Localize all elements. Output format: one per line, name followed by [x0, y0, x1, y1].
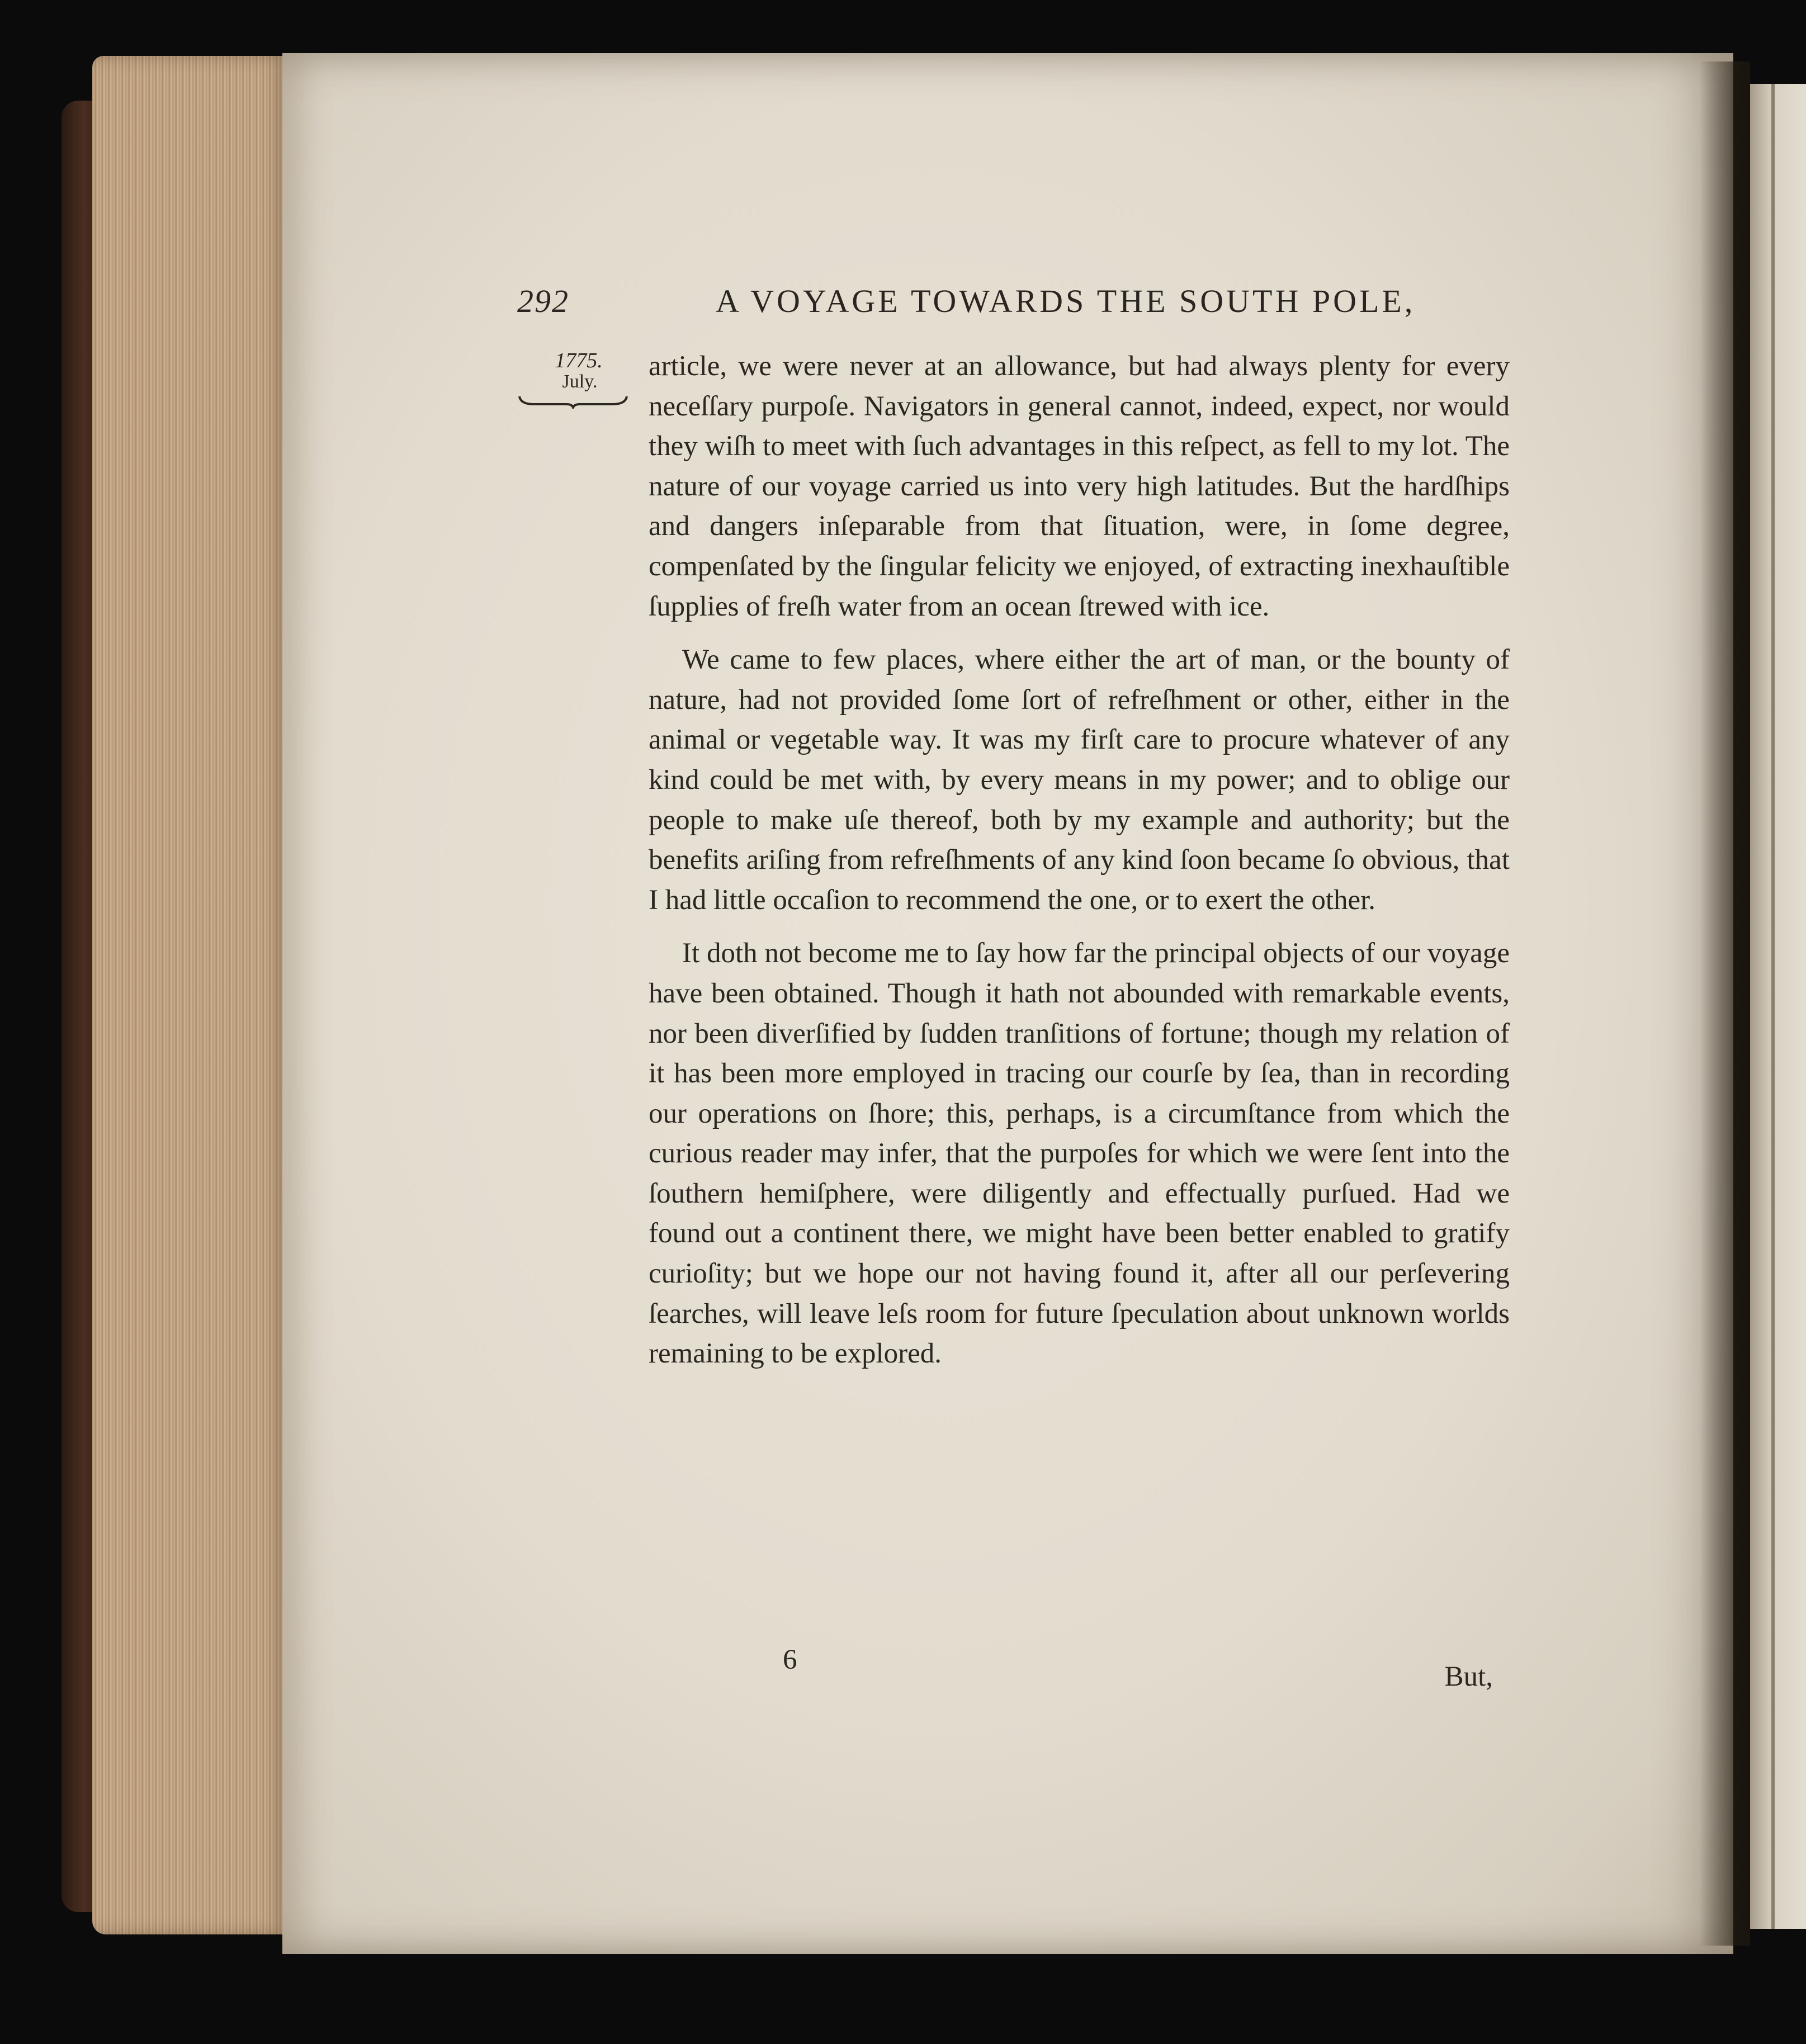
facing-page: [1750, 84, 1806, 1929]
page-footer: [649, 1644, 1493, 1692]
margin-note: [517, 349, 640, 409]
margin-year: 1775.: [555, 349, 603, 372]
facing-page-edge: [1771, 84, 1775, 1929]
running-title: A VOYAGE TOWARDS THE SOUTH POLE,: [716, 283, 1416, 319]
margin-brace-icon: [517, 394, 629, 409]
page-block-edges: [92, 56, 291, 1934]
catchword: But,: [1444, 1661, 1493, 1692]
body-text: [649, 347, 1510, 1374]
paragraph-3: It doth not become me to ſay how far the principal objects of our voyage have been obtained. Though it hath not abounded with remarkable events, nor been diverſified by ſudden tranſitions of fortune; though my relation of it has been more employed in tracing our courſe by ſea, than in recording our operations on ſhore; this, perhaps, is a circumſtance from which the curious reader may infer, that the purpoſes for which we were ſent into the ſouthern hemiſphere, were diligently and effectually purſued. Had we found out a continent there, we might have been better enabled to gratify curioſity; but we hope our not having found it, after all our perſevering ſearches, will leave leſs room for future ſpeculation about unknown worlds remaining to be explored.: [649, 938, 1510, 1370]
signature-mark: 6: [783, 1644, 797, 1676]
page-gutter: [1700, 61, 1750, 1946]
page-number: 292: [517, 283, 569, 319]
margin-month: July.: [562, 371, 598, 392]
paragraph-2: We came to few places, where either the art of man, or the bounty of nature, had not provided ſome ſort of refreſhment or other, either in the animal or vegetable way. It was my firſt care to procure whatever of any kind could be met with, by every means in my power; and to oblige our people to make uſe thereof, both by my example and authority; but the benefits ariſing from refreſhments of any kind ſoon became ſo obvious, that I had little occaſion to recommend the one, or to exert the other.: [649, 644, 1510, 916]
paragraph-1: article, we were never at an allowance, but had always plenty for every neceſſary purpoſe. Navigators in general cannot, indeed, expect, nor would they wiſh to meet with ſuch advantages in this reſpect, as fell to my lot. The nature of our voyage carried us into very high latitudes. But the hardſhips and dangers inſeparable from that ſituation, were, in ſome degree, compenſated by the ſingular felicity we enjoyed, of extracting inexhauſtible ſupplies of freſh water from an ocean ſtrewed with ice.: [649, 351, 1510, 622]
page-header: [517, 282, 1487, 327]
